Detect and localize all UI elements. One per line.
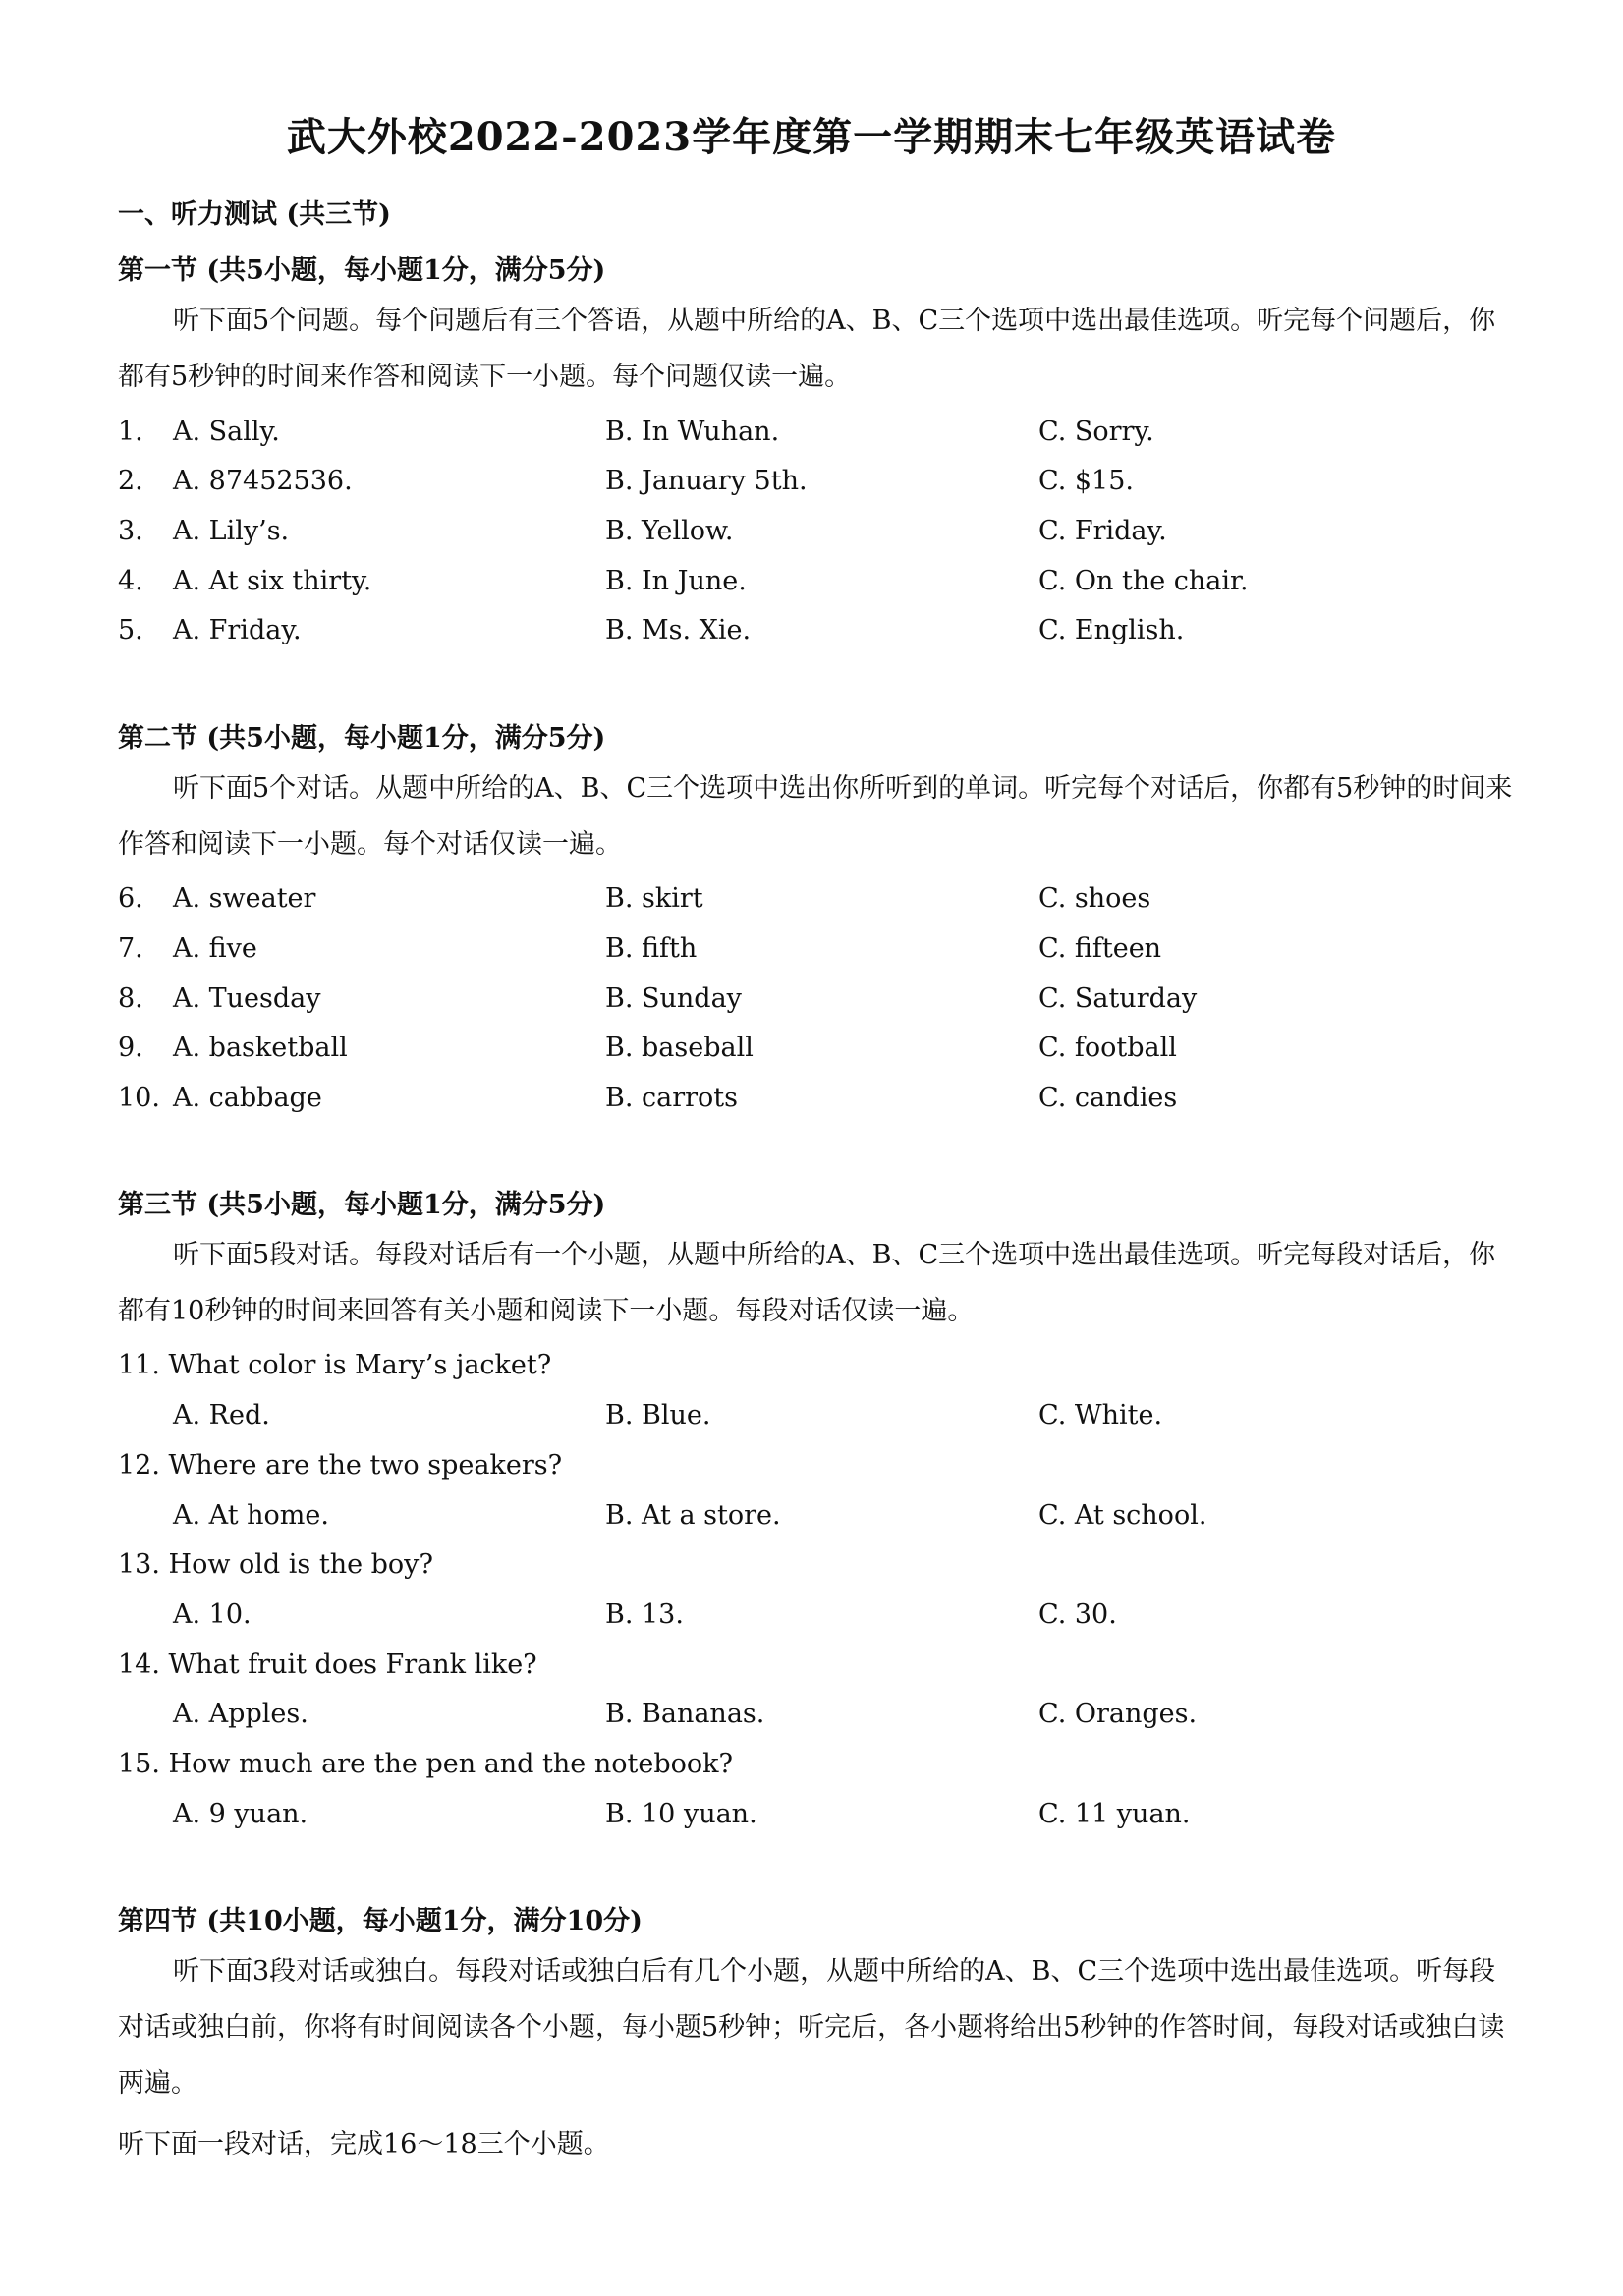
option-b: B. Sunday [605, 983, 742, 1014]
option-c: C. shoes [1038, 883, 1151, 914]
question-row [118, 466, 1513, 505]
question-number: 4. [118, 566, 143, 596]
option-a: A. Red. [173, 1400, 270, 1430]
option-b: B. 13. [605, 1599, 684, 1630]
question-number: 3. [118, 516, 143, 546]
option-b: B. Ms. Xie. [605, 615, 752, 645]
question-options [118, 1799, 1513, 1838]
option-a: A. sweater [173, 883, 316, 914]
question-options [118, 1599, 1513, 1639]
option-b: B. In June. [605, 566, 747, 596]
question-text: 11. What color is Mary’s jacket? [118, 1350, 552, 1380]
option-b: B. 10 yuan. [605, 1799, 757, 1829]
question-text: 13. How old is the boy? [118, 1549, 433, 1580]
section4-heading: 第四节 (共10小题，每小题1分，满分10分) [118, 1906, 643, 1936]
option-c: C. football [1038, 1033, 1177, 1063]
option-b: B. carrots [605, 1083, 738, 1113]
option-c: C. Sorry. [1038, 417, 1154, 447]
option-b: B. skirt [605, 883, 703, 914]
part1-heading: 一、听力测试 (共三节) [118, 199, 391, 230]
section2-instructions: 听下面5个对话。从题中所给的A、B、C三个选项中选出你所听到的单词。听完每个对话后，你都有5秒钟的时间来作答和阅读下一小题。每个对话仅读一遍。 [118, 773, 1513, 860]
question-row [118, 1083, 1513, 1122]
option-a: A. Sally. [173, 417, 280, 447]
option-a: A. At six thirty. [173, 566, 372, 596]
option-a: A. Lily’s. [173, 516, 290, 546]
question-text: 12. Where are the two speakers? [118, 1450, 563, 1481]
question-number: 8. [118, 983, 143, 1014]
option-b: B. January 5th. [605, 466, 808, 496]
option-c: C. Friday. [1038, 516, 1167, 546]
question-options [118, 1500, 1513, 1540]
option-b: B. In Wuhan. [605, 417, 780, 447]
section4-note: 听下面一段对话，完成16～18三个小题。 [118, 2129, 610, 2159]
question-options [118, 1400, 1513, 1439]
option-c: C. At school. [1038, 1500, 1207, 1531]
option-a: A. At home. [173, 1500, 329, 1531]
question-number: 5. [118, 615, 143, 645]
option-c: C. Saturday [1038, 983, 1198, 1014]
option-c: C. $15. [1038, 466, 1134, 496]
option-c: C. White. [1038, 1400, 1163, 1430]
question-text: 14. What fruit does Frank like? [118, 1650, 537, 1680]
option-a: A. 10. [173, 1599, 252, 1630]
section4-instructions: 听下面3段对话或独白。每段对话或独白后有几个小题，从题中所给的A、B、C三个选项中选出最佳选项。听每段对话或独白前，你将有时间阅读各个小题，每小题5秒钟；听完后，各小题将给出5秒钟的作答时间，每段对话或独白读两遍。 [118, 1956, 1505, 2099]
question-row [118, 566, 1513, 605]
question-row [118, 883, 1513, 923]
option-a: A. basketball [173, 1033, 348, 1063]
question-number: 2. [118, 466, 143, 496]
option-a: A. Friday. [173, 615, 302, 645]
option-c: C. fifteen [1038, 933, 1162, 964]
option-c: C. 30. [1038, 1599, 1117, 1630]
question-row [118, 1033, 1513, 1072]
option-b: B. Blue. [605, 1400, 711, 1430]
option-c: C. 11 yuan. [1038, 1799, 1191, 1829]
section1-heading: 第一节 (共5小题，每小题1分，满分5分) [118, 255, 606, 286]
option-a: A. Tuesday [173, 983, 321, 1014]
option-c: C. candies [1038, 1083, 1178, 1113]
question-text: 15. How much are the pen and the notebook? [118, 1749, 733, 1779]
question-row [118, 516, 1513, 555]
option-a: A. cabbage [173, 1083, 322, 1113]
question-row [118, 983, 1513, 1023]
question-number: 10. [118, 1083, 160, 1113]
option-c: C. On the chair. [1038, 566, 1249, 596]
question-number: 1. [118, 417, 143, 447]
option-b: B. fifth [605, 933, 698, 964]
question-number: 7. [118, 933, 143, 964]
section3-heading: 第三节 (共5小题，每小题1分，满分5分) [118, 1190, 606, 1220]
option-b: B. Bananas. [605, 1699, 765, 1729]
question-row [118, 615, 1513, 654]
section2-heading: 第二节 (共5小题，每小题1分，满分5分) [118, 723, 606, 754]
option-a: A. Apples. [173, 1699, 308, 1729]
question-row [118, 417, 1513, 456]
option-c: C. Oranges. [1038, 1699, 1198, 1729]
question-number: 6. [118, 883, 143, 914]
option-a: A. 9 yuan. [173, 1799, 308, 1829]
option-a: A. 87452536. [173, 466, 353, 496]
option-b: B. baseball [605, 1033, 754, 1063]
option-c: C. English. [1038, 615, 1185, 645]
section3-instructions: 听下面5段对话。每段对话后有一个小题，从题中所给的A、B、C三个选项中选出最佳选项。听完每段对话后，你都有10秒钟的时间来回答有关小题和阅读下一小题。每段对话仅读一遍。 [118, 1240, 1496, 1326]
question-number: 9. [118, 1033, 143, 1063]
question-options [118, 1699, 1513, 1738]
page-title: 武大外校2022-2023学年度第一学期期末七年级英语试卷 [286, 114, 1337, 160]
section1-instructions: 听下面5个问题。每个问题后有三个答语，从题中所给的A、B、C三个选项中选出最佳选项。听完每个问题后，你都有5秒钟的时间来作答和阅读下一小题。每个问题仅读一遍。 [118, 306, 1496, 392]
option-b: B. Yellow. [605, 516, 734, 546]
option-b: B. At a store. [605, 1500, 781, 1531]
question-row [118, 933, 1513, 973]
option-a: A. five [173, 933, 257, 964]
